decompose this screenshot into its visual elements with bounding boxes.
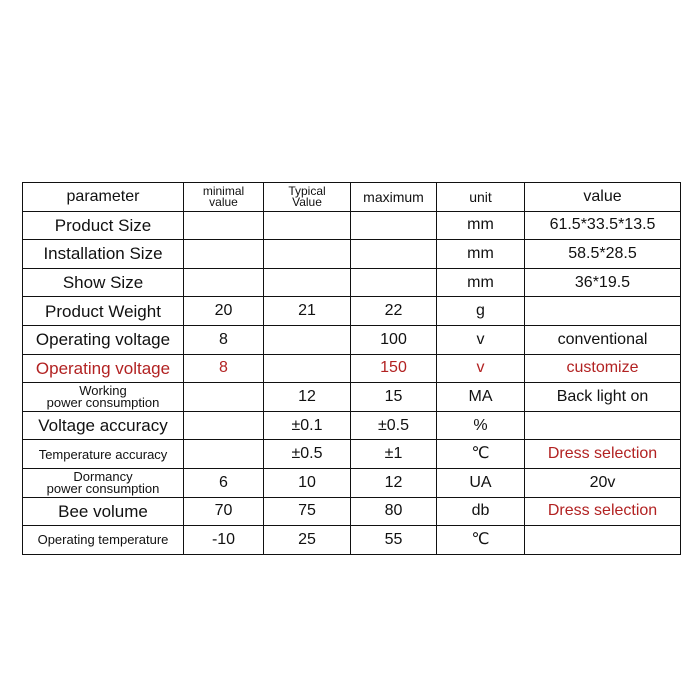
cell-min bbox=[184, 268, 264, 297]
table-row bbox=[23, 526, 681, 555]
cell-max bbox=[351, 240, 437, 269]
header-minimal-value bbox=[184, 183, 264, 212]
table-row bbox=[23, 383, 681, 412]
cell-min: -10 bbox=[184, 526, 264, 555]
param-line1: Dormancy bbox=[73, 468, 133, 484]
cell-unit: % bbox=[437, 411, 525, 440]
param-line2: power consumption bbox=[46, 394, 160, 410]
cell-max bbox=[351, 268, 437, 297]
cell-unit: ℃ bbox=[437, 526, 525, 555]
table-row bbox=[23, 240, 681, 269]
cell-unit: UA bbox=[437, 468, 525, 497]
cell-max: ±1 bbox=[351, 440, 437, 469]
cell-unit: mm bbox=[437, 211, 525, 240]
cell-typ: ±0.5 bbox=[264, 440, 351, 469]
cell-min: 20 bbox=[184, 297, 264, 326]
cell-unit: mm bbox=[437, 240, 525, 269]
cell-max bbox=[351, 211, 437, 240]
cell-unit: v bbox=[437, 354, 525, 383]
cell-max: 22 bbox=[351, 297, 437, 326]
cell-typ bbox=[264, 268, 351, 297]
param-dormancy-power-consumption bbox=[23, 468, 184, 497]
param-product-weight: Product Weight bbox=[23, 297, 184, 326]
header-typical-line2: Value bbox=[292, 194, 322, 209]
cell-min bbox=[184, 411, 264, 440]
param-product-size: Product Size bbox=[23, 211, 184, 240]
cell-max: 100 bbox=[351, 325, 437, 354]
cell-typ: 21 bbox=[264, 297, 351, 326]
param-line2: power consumption bbox=[46, 480, 160, 496]
table-row bbox=[23, 468, 681, 497]
table-row bbox=[23, 440, 681, 469]
cell-min: 6 bbox=[184, 468, 264, 497]
cell-value: 61.5*33.5*13.5 bbox=[525, 211, 681, 240]
param-operating-voltage-custom: Operating voltage bbox=[23, 354, 184, 383]
header-parameter: parameter bbox=[23, 183, 184, 212]
cell-typ: 12 bbox=[264, 383, 351, 412]
header-row bbox=[23, 183, 681, 212]
table-row bbox=[23, 211, 681, 240]
table-row-highlighted bbox=[23, 354, 681, 383]
cell-typ bbox=[264, 354, 351, 383]
table-row bbox=[23, 297, 681, 326]
cell-min: 8 bbox=[184, 325, 264, 354]
cell-unit: mm bbox=[437, 268, 525, 297]
cell-max: 15 bbox=[351, 383, 437, 412]
param-line1: Working bbox=[79, 382, 127, 398]
cell-max: ±0.5 bbox=[351, 411, 437, 440]
cell-max: 55 bbox=[351, 526, 437, 555]
cell-value bbox=[525, 411, 681, 440]
cell-typ bbox=[264, 211, 351, 240]
cell-typ: 25 bbox=[264, 526, 351, 555]
cell-unit: ℃ bbox=[437, 440, 525, 469]
header-unit: unit bbox=[437, 183, 525, 212]
cell-max: 80 bbox=[351, 497, 437, 526]
cell-min bbox=[184, 440, 264, 469]
param-show-size: Show Size bbox=[23, 268, 184, 297]
cell-unit: g bbox=[437, 297, 525, 326]
cell-min bbox=[184, 240, 264, 269]
cell-value bbox=[525, 526, 681, 555]
header-minimal-line1: minimal bbox=[202, 183, 245, 198]
cell-unit: v bbox=[437, 325, 525, 354]
cell-min bbox=[184, 383, 264, 412]
cell-typ: ±0.1 bbox=[264, 411, 351, 440]
cell-value: Dress selection bbox=[525, 497, 681, 526]
cell-unit: db bbox=[437, 497, 525, 526]
header-typical-line1: Typical bbox=[288, 183, 326, 198]
param-voltage-accuracy: Voltage accuracy bbox=[23, 411, 184, 440]
cell-value: Dress selection bbox=[525, 440, 681, 469]
param-operating-temperature: Operating temperature bbox=[23, 526, 184, 555]
cell-typ bbox=[264, 325, 351, 354]
cell-value: Back light on bbox=[525, 383, 681, 412]
header-maximum: maximum bbox=[351, 183, 437, 212]
cell-max: 150 bbox=[351, 354, 437, 383]
cell-typ: 75 bbox=[264, 497, 351, 526]
cell-value: 58.5*28.5 bbox=[525, 240, 681, 269]
cell-min bbox=[184, 211, 264, 240]
cell-value: 20v bbox=[525, 468, 681, 497]
param-working-power-consumption bbox=[23, 383, 184, 412]
param-bee-volume: Bee volume bbox=[23, 497, 184, 526]
header-value: value bbox=[525, 183, 681, 212]
cell-max: 12 bbox=[351, 468, 437, 497]
table-row bbox=[23, 497, 681, 526]
cell-value bbox=[525, 297, 681, 326]
table-row bbox=[23, 268, 681, 297]
cell-value: conventional bbox=[525, 325, 681, 354]
cell-value: 36*19.5 bbox=[525, 268, 681, 297]
cell-typ: 10 bbox=[264, 468, 351, 497]
cell-min: 8 bbox=[184, 354, 264, 383]
param-installation-size: Installation Size bbox=[23, 240, 184, 269]
param-temperature-accuracy: Temperature accuracy bbox=[23, 440, 184, 469]
header-typical-value bbox=[264, 183, 351, 212]
header-minimal-line2: value bbox=[209, 194, 238, 209]
spec-table bbox=[22, 182, 681, 555]
table-row bbox=[23, 411, 681, 440]
cell-min: 70 bbox=[184, 497, 264, 526]
param-operating-voltage: Operating voltage bbox=[23, 325, 184, 354]
cell-unit: MA bbox=[437, 383, 525, 412]
cell-typ bbox=[264, 240, 351, 269]
cell-value: customize bbox=[525, 354, 681, 383]
table-row bbox=[23, 325, 681, 354]
